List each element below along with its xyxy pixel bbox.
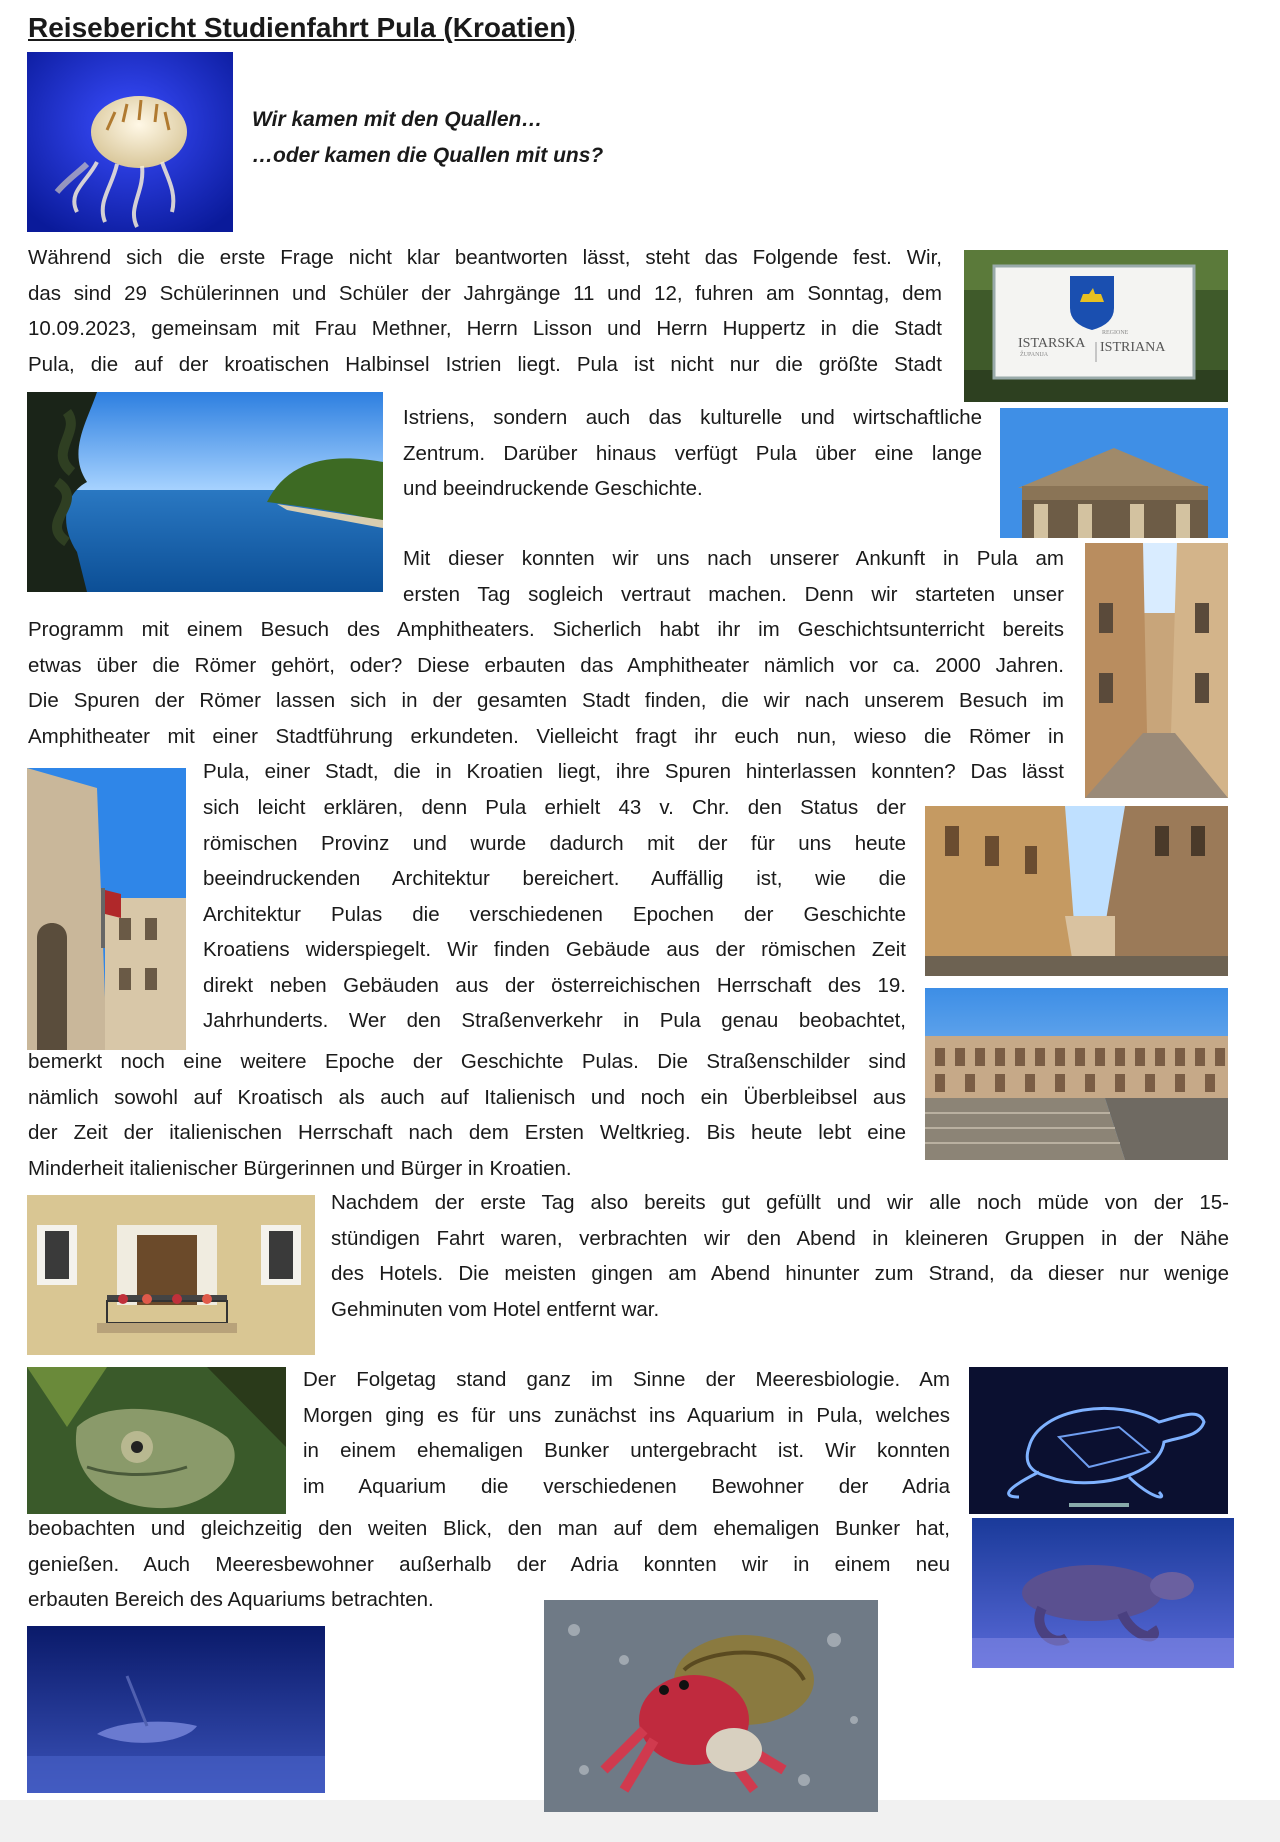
paragraph-intro	[28, 240, 942, 382]
sea-turtle-photo	[972, 1518, 1234, 1668]
text-line: sich leicht erklären, denn Pula erhielt 43 v. Chr. den Status der	[203, 796, 906, 819]
text-line: Amphitheater mit einer Stadtführung erkundeten. Vielleicht fragt ihr euch nun, wieso die Römer in	[28, 724, 1064, 748]
text-line: Der Folgetag stand ganz im Sinne der Meeresbiologie. Am	[303, 1368, 950, 1391]
text-line: Pula, die auf der kroatischen Halbinsel Istrien liegt. Pula ist nicht nur die größte Stadt	[28, 352, 942, 376]
text-line: nämlich sowohl auf Kroatisch als auch auf Italienisch und noch ein Überbleibsel aus	[28, 1085, 906, 1109]
text-line: beobachten und gleichzeitig den weiten Blick, den man auf dem ehemaligen Bunker hat,	[28, 1517, 950, 1540]
jellyfish-photo	[27, 52, 233, 232]
paragraph-history-start	[403, 541, 1064, 612]
text-line: Programm mit einem Besuch des Amphitheaters. Sicherlich habt ihr im Geschichtsunterricht bereits	[28, 618, 1064, 641]
text-line: Gehminuten vom Hotel entfernt war.	[331, 1297, 660, 1321]
text-line: bemerkt noch eine weitere Epoche der Geschichte Pulas. Die Straßenschilder sind	[28, 1050, 906, 1073]
text-line: genießen. Auch Meeresbewohner außerhalb der Adria konnten wir in einem neu	[28, 1552, 950, 1576]
text-line: der Zeit der italienischen Herrschaft nach dem Ersten Weltkrieg. Bis heute lebt eine	[28, 1121, 906, 1144]
text-line: ersten Tag sogleich vertraut machen. Denn wir starteten unser	[403, 582, 1064, 606]
subtitle-line-1: Wir kamen mit den Quallen…	[252, 108, 543, 131]
text-line: Morgen ging es für uns zunächst ins Aquarium in Pula, welches	[303, 1403, 950, 1427]
text-line: Pula, einer Stadt, die in Kroatien liegt, ihre Spuren hinterlassen konnten? Das lässt	[203, 760, 1064, 783]
chameleon-photo	[27, 1367, 286, 1514]
paragraph-history-italian	[28, 1044, 906, 1186]
sign-text-left: ISTARSKA	[1018, 336, 1086, 351]
sea-bay-photo	[27, 392, 383, 592]
text-line: und beeindruckende Geschichte.	[403, 477, 703, 500]
text-line: das sind 29 Schülerinnen und Schüler der Jahrgänge 11 und 12, fuhren am Sonntag, dem	[28, 281, 942, 305]
text-line: im Aquarium die verschiedenen Bewohner der Adria	[303, 1474, 950, 1498]
text-line: Architektur Pulas die verschiedenen Epochen der Geschichte	[203, 902, 906, 926]
text-line: römischen Provinz und wurde dadurch mit der für uns heute	[203, 831, 906, 855]
roman-temple-photo	[1000, 408, 1228, 538]
text-line: Jahrhunderts. Wer den Straßenverkehr in Pula genau beobachtet,	[203, 1009, 906, 1032]
text-line: in einem ehemaligen Bunker untergebracht ist. Wir konnten	[303, 1439, 950, 1462]
text-line: Kroatiens widerspiegelt. Wir finden Gebäude aus der römischen Zeit	[203, 938, 906, 961]
text-line: Mit dieser konnten wir uns nach unserer Ankunft in Pula am	[403, 547, 1064, 570]
text-line: erbauten Bereich des Aquariums betrachten.	[28, 1588, 434, 1611]
text-line: Zentrum. Darüber hinaus verfügt Pula über eine lange	[403, 441, 982, 465]
text-line: stündigen Fahrt waren, verbrachten wir den Abend in kleineren Gruppen in der Nähe	[331, 1226, 1229, 1250]
text-line: Istriens, sondern auch das kulturelle und wirtschaftliche	[403, 406, 982, 429]
amphitheatre-photo	[925, 988, 1228, 1160]
alley-stairs-photo	[1085, 543, 1228, 798]
street-buildings-photo	[925, 806, 1228, 976]
page-title: Reisebericht Studienfahrt Pula (Kroatien)	[28, 12, 576, 43]
turtle-light-sculpture-photo	[969, 1367, 1228, 1514]
text-line: Während sich die erste Frage nicht klar beantworten lässt, steht das Folgende fest. Wir,	[28, 246, 942, 269]
text-line: Minderheit italienischer Bürgerinnen und Bürger in Kroatien.	[28, 1156, 572, 1180]
hermit-crab-photo	[544, 1600, 878, 1812]
town-hall-photo	[27, 768, 186, 1050]
text-line: etwas über die Römer gehört, oder? Diese erbauten das Amphitheater nämlich vor ca. 2000 Jahren.	[28, 653, 1064, 677]
sign-text-small-bottom: ŽUPANIJA	[1020, 352, 1049, 358]
stingray-photo	[27, 1626, 325, 1793]
sign-text-right: ISTRIANA	[1100, 340, 1166, 355]
paragraph-history-architecture	[203, 790, 906, 1039]
balcony-photo	[27, 1195, 315, 1355]
paragraph-aquarium	[303, 1362, 950, 1504]
text-line: beeindruckenden Architektur bereichert. Auffällig ist, wie die	[203, 867, 906, 890]
paragraph-intro-continued	[403, 400, 982, 507]
paragraph-first-evening	[331, 1185, 1229, 1327]
subtitle-line-2: …oder kamen die Quallen mit uns?	[252, 144, 604, 167]
text-line: Die Spuren der Römer lassen sich in der gesamten Stadt finden, die wir nach unserem Besuch im	[28, 689, 1064, 712]
istria-sign-photo	[964, 250, 1228, 402]
text-line: des Hotels. Die meisten gingen am Abend hinunter zum Strand, da dieser nur wenige	[331, 1262, 1229, 1285]
text-line: Nachdem der erste Tag also bereits gut gefüllt und wir alle noch müde von der 15-	[331, 1191, 1229, 1214]
paragraph-history-main	[28, 612, 1064, 754]
text-line: 10.09.2023, gemeinsam mit Frau Methner, Herrn Lisson und Herrn Huppertz in die Stadt	[28, 317, 942, 340]
subtitle	[252, 102, 603, 174]
text-line: direkt neben Gebäuden aus der österreichischen Herrschaft des 19.	[203, 973, 906, 997]
sign-text-small-top: REGIONE	[1102, 330, 1129, 336]
paragraph-history-roman-question	[203, 754, 1064, 790]
